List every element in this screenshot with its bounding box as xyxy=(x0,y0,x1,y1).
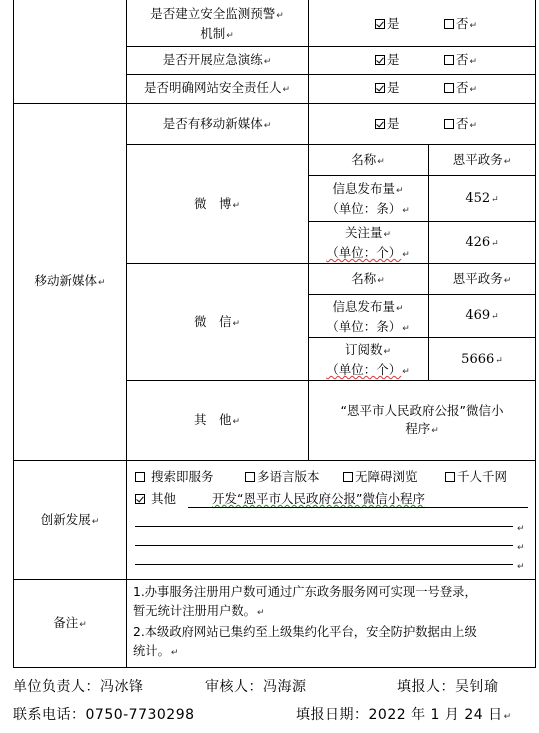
footer-date: 填报日期：2022 年 1 月 24 日↵ xyxy=(296,707,512,723)
col-divider-1 xyxy=(126,0,127,667)
innov-option-multilang[interactable]: 多语言版本 xyxy=(245,468,320,486)
underline xyxy=(188,507,528,508)
line-mark: ↵ xyxy=(517,543,525,553)
check-label-owner: 是否明确网站安全责任人↵ xyxy=(143,80,291,95)
table-border-right xyxy=(535,0,536,667)
weibo-publish-label: 信息发布量↵ （单位：条）↵ xyxy=(326,181,410,216)
other-media-label: 其 他↵ xyxy=(193,412,241,427)
footer-filler: 填报人：吴钊瑜 xyxy=(397,679,499,695)
check-no-drill[interactable]: 否↵ xyxy=(444,51,477,71)
checkbox-empty-icon xyxy=(444,119,454,129)
row-line xyxy=(13,103,536,104)
underline xyxy=(135,545,513,546)
row-line xyxy=(13,579,536,580)
section-label-remarks: 备注↵ xyxy=(53,615,87,630)
weibo-follow-label: 关注量↵ （单位：个）↵ xyxy=(326,225,410,260)
check-no-newmedia[interactable]: 否↵ xyxy=(444,115,477,135)
weibo-publish-value: 452↵ xyxy=(465,191,499,206)
innov-option-personal[interactable]: 千人千网 xyxy=(445,468,507,486)
checkbox-checked-icon xyxy=(375,55,385,65)
col-divider-3 xyxy=(428,144,429,380)
table-border-bottom xyxy=(13,667,536,668)
checkbox-empty-icon xyxy=(135,472,145,482)
weibo-follow-value: 426↵ xyxy=(465,235,499,250)
footer-phone: 联系电话：0750-7730298 xyxy=(13,707,195,723)
row-line xyxy=(126,74,536,75)
checkbox-checked-icon xyxy=(375,119,385,129)
check-yes-owner[interactable]: 是 xyxy=(375,79,400,97)
weibo-name-value: 恩平政务↵ xyxy=(452,152,512,167)
underline xyxy=(135,526,513,527)
checkbox-empty-icon xyxy=(245,472,255,482)
underline xyxy=(135,564,513,565)
other-media-value: “恩平市人民政府公报”微信小 程序↵ xyxy=(340,403,504,436)
check-label-monitoring: 是否建立安全监测预警↵ 机制↵ xyxy=(150,6,284,41)
weixin-name-header: 名称↵ xyxy=(351,271,385,286)
innov-option-search[interactable]: 搜索即服务 xyxy=(135,468,214,486)
weixin-publish-label: 信息发布量↵ （单位：条）↵ xyxy=(326,299,410,334)
row-line xyxy=(308,221,536,222)
check-label-drill: 是否开展应急演练↵ xyxy=(162,52,272,67)
row-line xyxy=(126,46,536,47)
section-label-mobile: 移动新媒体↵ xyxy=(34,273,106,288)
check-yes-monitoring[interactable]: 是 xyxy=(375,15,400,33)
weibo-label: 微 博↵ xyxy=(193,196,241,211)
checkbox-empty-icon xyxy=(444,55,454,65)
checkbox-checked-icon xyxy=(375,19,385,29)
footer-unit-head: 单位负责人：冯冰锋 xyxy=(13,679,144,695)
weixin-sub-label: 订阅数↵ （单位：个）↵ xyxy=(326,342,410,377)
line-mark: ↵ xyxy=(517,562,525,572)
table-border-left xyxy=(13,0,14,667)
check-label-newmedia: 是否有移动新媒体↵ xyxy=(162,116,272,131)
row-line xyxy=(126,144,536,145)
check-yes-newmedia[interactable]: 是 xyxy=(375,115,400,133)
innov-other-checkbox[interactable]: 其他 xyxy=(135,490,176,508)
check-yes-drill[interactable]: 是 xyxy=(375,51,400,69)
row-line xyxy=(308,294,536,295)
remarks-text: 1.办事服务注册用户数可通过广东政务服务网可实现一号登录， 暂无统计注册用户数。↵ 2.本级政府网站已集约至上级集约化平台，安全防护数据由上级 统计。↵ xyxy=(133,585,477,658)
weixin-publish-value: 469↵ xyxy=(465,308,499,323)
check-no-monitoring[interactable]: 否↵ xyxy=(444,15,477,35)
checkbox-empty-icon xyxy=(444,19,454,29)
checkbox-empty-icon xyxy=(444,83,454,93)
weixin-name-value: 恩平政务↵ xyxy=(452,271,512,286)
weibo-name-header: 名称↵ xyxy=(351,152,385,167)
innov-other-text[interactable]: 开发“恩平市人民政府公报”微信小程序 xyxy=(212,491,425,506)
check-no-owner[interactable]: 否↵ xyxy=(444,79,477,99)
checkbox-empty-icon xyxy=(343,472,353,482)
weixin-label: 微 信↵ xyxy=(193,314,241,329)
line-mark: ↵ xyxy=(517,524,525,534)
checkbox-checked-icon xyxy=(375,83,385,93)
col-divider-2a xyxy=(308,0,309,144)
checkbox-empty-icon xyxy=(445,472,455,482)
checkbox-checked-icon xyxy=(135,494,145,504)
footer-reviewer: 审核人：冯海源 xyxy=(205,679,307,695)
section-label-innovation: 创新发展↵ xyxy=(40,512,100,527)
innov-option-accessible[interactable]: 无障碍浏览 xyxy=(343,468,418,486)
row-line xyxy=(13,460,536,461)
row-line xyxy=(308,175,536,176)
weixin-sub-value: 5666↵ xyxy=(461,352,503,367)
